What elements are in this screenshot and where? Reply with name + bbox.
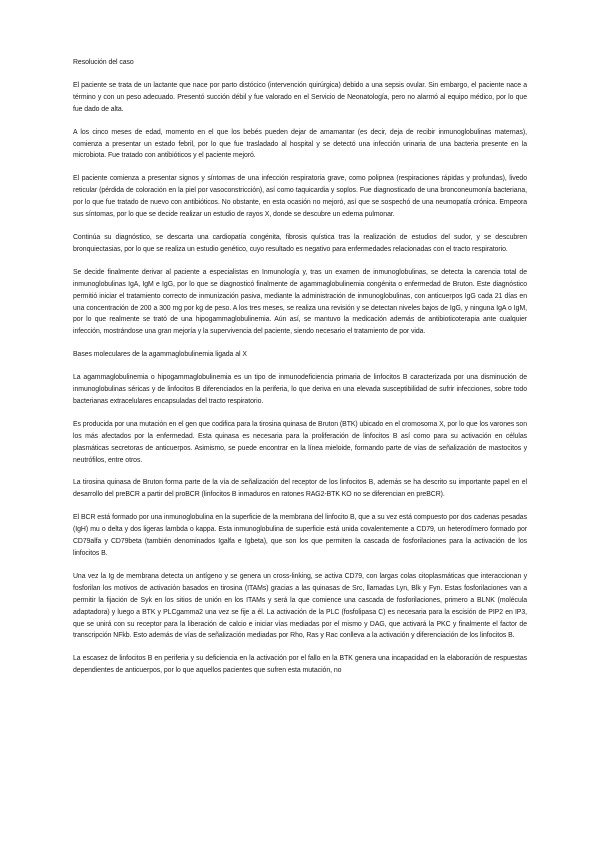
section-heading: Bases moleculares de la agammaglobulinemia ligada al X <box>73 351 247 359</box>
paragraph: A los cinco meses de edad, momento en el que los bebés pueden dejar de amamantar (es decir, deja de recibir inmunoglobulinas maternas), comienza a presentar un estado febril, por lo que fue trasladado al hospital y se detectó una infección urinaria de una bacteria presente en la microbiota. Fue tratado con antibióticos y el paciente mejoró. <box>73 128 527 160</box>
paragraph: La escasez de linfocitos B en periferia y su deficiencia en la activación por el fallo en la BTK genera una incapacidad en la elaboración de respuestas dependientes de anticuerpos, por lo que aquellos pacientes que sufren esta mutación, no <box>73 655 527 675</box>
paragraph: La agammaglobulinemia o hipogammaglobulinemia es un tipo de inmunodeficiencia primaria de linfocitos B caracterizada por una disminución de inmunoglobulinas séricas y de linfocitos B diferenciados en la periferia, lo que deriva en una elevada susceptibilidad de sufrir infecciones, sobre todo bacterianas extracelulares encapsuladas del tracto respiratorio. <box>73 374 527 405</box>
paragraph: Se decide finalmente derivar al paciente a especialistas en Inmunología y, tras un examen de inmunoglobulinas, se detecta la carencia total de inmunoglobulinas IgA, IgM e IgG, por lo que se diagnosticó finalmente de agammaglobulinemia congénita o enfermedad de Bruton. Este diagnóstico permitió iniciar el tratamiento correcto de inmunización pasiva, mediante la administración de inmunoglobulinas, con anticuerpos IgG cada 21 días en una concentración de 200 a 300 mg por kg de peso. A los tres meses, se realiza una revisión y se detectan niveles bajos de IgG, y ninguna IgA o IgM, por lo que realmente se trató de una hipogammaglobulinemia. Aún así, se mantuvo la medicación además de antibioticoterapia ante cualquier infección, mostrándose una gran mejoría y la supervivencia del paciente, siendo necesario el tratamiento de por vida. <box>73 268 527 336</box>
paragraph: El BCR está formado por una inmunoglobulina en la superficie de la membrana del linfocito B, que a su vez está compuesto por dos cadenas pesadas (IgH) mu o delta y dos ligeras lambda o kappa. Esta inmunoglobulina de superficie está unida covalentemente a CD79, un heterodímero formado por CD79alfa y CD79beta (también denominados Igalfa e Igbeta), que son los que permiten la cascada de fosforilaciones para la activación de los linfocitos B. <box>73 514 527 557</box>
paragraph: La tirosina quinasa de Bruton forma parte de la vía de señalización del receptor de los linfocitos B, además se ha descrito su importante papel en el desarrollo del preBCR a partir del proBCR (linfocitos B inmaduros en ratones RAG2-BTK KO no se diferencian en preBCR). <box>73 479 527 499</box>
paragraph: Una vez la Ig de membrana detecta un antígeno y se genera un cross-linking, se activa CD79, con largas colas citoplasmáticas que interaccionan y fosforilan los motivos de activación basados en tirosina (ITAMs) gracias a las quinasas de Src, llamadas Lyn, Blk y Fyn. Estas fosforilaciones van a permitir la fijación de Syk en los sitios de unión en los ITAMs y será la que comience una cascada de fosforilaciones, primero a BLNK (molécula adaptadora) y luego a BTK y PLCgamma2 una vez se fije a él. La activación de la PLC (fosfolipasa C) es necesaria para la escisión de PIP2 en IP3, que se unirá con su receptor para la liberación de calcio e iniciar vías mediadas por el mismo y DAG, que activará la PKC y finalmente el factor de transcripción NFkb. Esto además de vías de señalización mediadas por Rho, Ras y Rac conlleva a la activación y diferenciación de los linfocitos B. <box>73 572 527 640</box>
section-heading: Resolución del caso <box>73 59 134 66</box>
paragraph: El paciente comienza a presentar signos y síntomas de una infección respiratoria grave, como polipnea (respiraciones rápidas y profundas), livedo reticular (pérdida de coloración en la piel por vasoconstricción), así como taquicardia y soplos. Fue diagnosticado de una bronconeumonía bacteriana, por lo que fue tratado de nuevo con antibióticos. No obstante, en esta ocasión no mejoró, así que se sospechó de una neumopatía crónica. Empeora sus síntomas, por lo que se decide realizar un estudio de rayos X, donde se descubre un edema pulmonar. <box>73 175 527 219</box>
paragraph: Es producida por una mutación en el gen que codifica para la tirosina quinasa de Bruton (BTK) ubicado en el cromosoma X, por lo que los varones son los más afectados por la enfermedad. Esta quinasa es necesaria para la proliferación de linfocitos B así como para su activación en células plasmáticas secretoras de anticuerpos. Asimismo, se puede encontrar en la línea mieloide, formando parte de vías de señalización de mastocitos y neutrófilos, entre otros. <box>73 420 527 464</box>
paragraph: Continúa su diagnóstico, se descarta una cardiopatía congénita, fibrosis quística tras la realización de estudios del sudor, y se descubren bronquiectasias, por lo que se realiza un estudio genético, cuyo resultado es negativo para enfermedades relacionadas con el tracto respiratorio. <box>73 233 527 253</box>
document-body <box>73 57 527 677</box>
paragraph: El paciente se trata de un lactante que nace por parto distócico (intervención quirúrgica) debido a una sepsis ovular. Sin embargo, el paciente nace a término y con un peso adecuado. Presentó succión débil y fue valorado en el Servicio de Neonatología, pero no alarmó al equipo médico, por lo que fue dado de alta. <box>73 81 527 113</box>
